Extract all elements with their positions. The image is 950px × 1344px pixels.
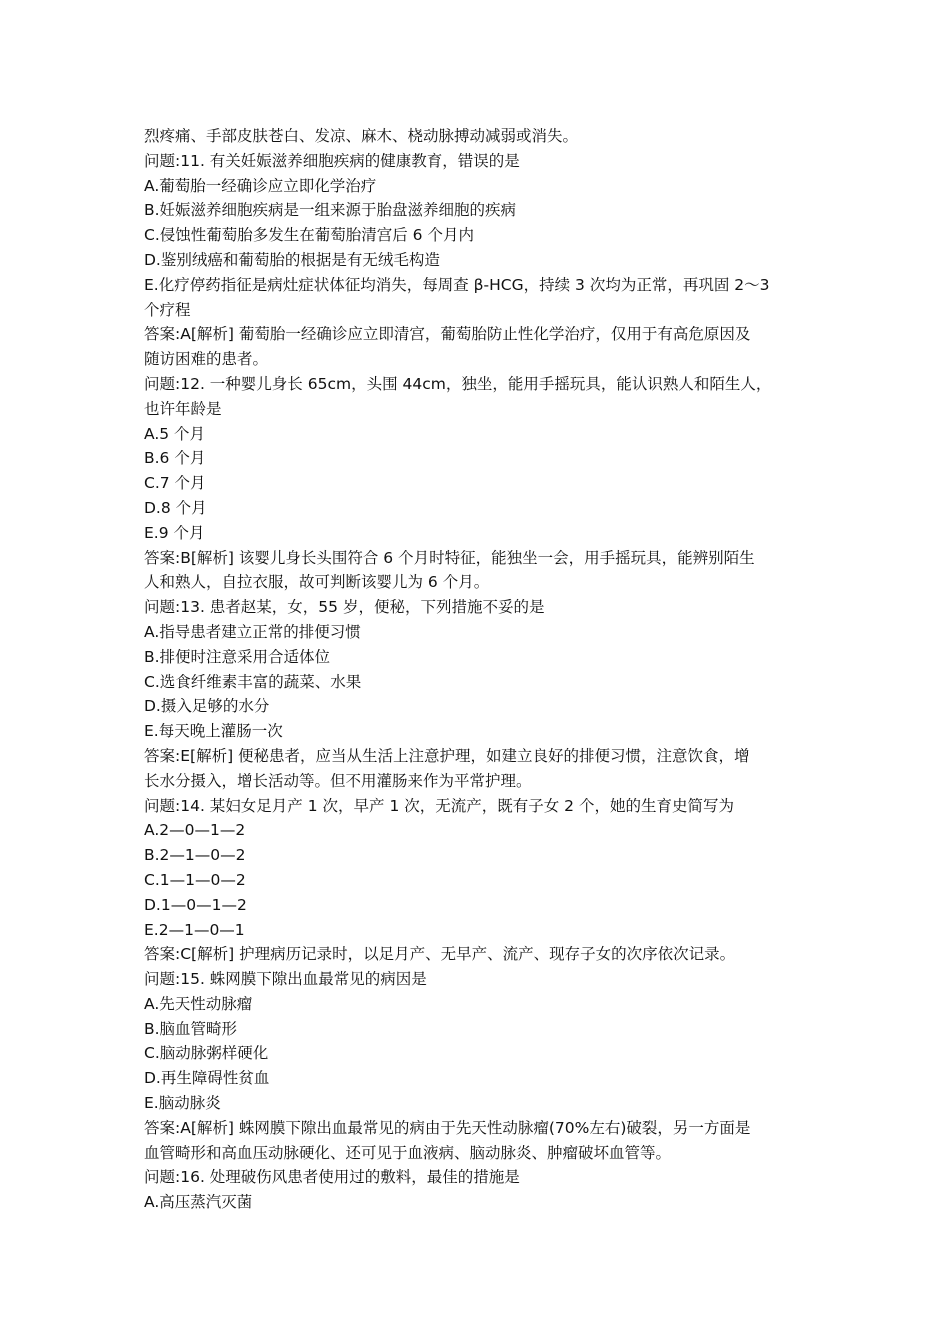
option-line: E.每天晚上灌肠一次 xyxy=(144,722,283,741)
answer-line: 答案:B[解析] 该婴儿身长头围符合 6 个月时特征，能独坐一会，用手摇玩具，能辨别陌生 xyxy=(144,548,755,567)
answer-line-continued: 血管畸形和高血压动脉硬化、还可见于血液病、脑动脉炎、肿瘤破坏血管等。 xyxy=(144,1143,672,1162)
option-line: B.脑血管畸形 xyxy=(144,1019,238,1038)
question-11-heading: 问题:11. 有关妊娠滋养细胞疾病的健康教育，错误的是 xyxy=(144,151,520,170)
option-line-continued: 个疗程 xyxy=(144,300,191,319)
answer-line: 答案:A[解析] 蛛网膜下隙出血最常见的病由于先天性动脉瘤(70%左右)破裂，另一方面是 xyxy=(144,1118,751,1137)
option-line: D.再生障碍性贫血 xyxy=(144,1069,270,1088)
option-line: A.指导患者建立正常的排便习惯 xyxy=(144,622,361,641)
option-line: B.6 个月 xyxy=(144,449,206,468)
answer-line: 答案:C[解析] 护理病历记录时，以足月产、无早产、流产、现存子女的次序依次记录。 xyxy=(144,945,736,964)
question-16-heading: 问题:16. 处理破伤风患者使用过的敷料，最佳的措施是 xyxy=(144,1168,520,1187)
option-line: C.侵蚀性葡萄胎多发生在葡萄胎清宫后 6 个月内 xyxy=(144,226,474,245)
option-line: D.摄入足够的水分 xyxy=(144,697,270,716)
question-15-heading: 问题:15. 蛛网膜下隙出血最常见的病因是 xyxy=(144,970,427,989)
option-line: B.排便时注意采用合适体位 xyxy=(144,647,331,666)
option-line: A.5 个月 xyxy=(144,424,206,443)
answer-line-continued: 长水分摄入，增长活动等。但不用灌肠来作为平常护理。 xyxy=(144,771,532,790)
option-line: D.1—0—1—2 xyxy=(144,895,247,914)
option-line: E.9 个月 xyxy=(144,523,205,542)
answer-line-continued: 人和熟人，自拉衣服，故可判断该婴儿为 6 个月。 xyxy=(144,573,490,592)
answer-line: 答案:E[解析] 便秘患者，应当从生活上注意护理，如建立良好的排便习惯，注意饮食，增 xyxy=(144,746,750,765)
option-line: A.先天性动脉瘤 xyxy=(144,994,253,1013)
question-14-heading: 问题:14. 某妇女足月产 1 次，早产 1 次，无流产，既有子女 2 个，她的生育史简写为 xyxy=(144,796,734,815)
option-line: C.1—1—0—2 xyxy=(144,870,246,889)
option-line: B.妊娠滋养细胞疾病是一组来源于胎盘滋养细胞的疾病 xyxy=(144,201,517,220)
option-line: B.2—1—0—2 xyxy=(144,846,246,865)
option-line: A.葡萄胎一经确诊应立即化学治疗 xyxy=(144,176,377,195)
option-line: C.7 个月 xyxy=(144,474,206,493)
option-line: E.脑动脉炎 xyxy=(144,1094,221,1113)
option-line: E.化疗停药指征是病灶症状体征均消失，每周查 β-HCG，持续 3 次均为正常，再巩固 2～3 xyxy=(144,275,770,294)
option-line: C.选食纤维素丰富的蔬菜、水果 xyxy=(144,672,362,691)
document-body xyxy=(144,124,824,1215)
answer-line: 答案:A[解析] 葡萄胎一经确诊应立即清宫，葡萄胎防止性化学治疗，仅用于有高危原因及 xyxy=(144,325,751,344)
text-line: 烈疼痛、手部皮肤苍白、发凉、麻木、桡动脉搏动减弱或消失。 xyxy=(144,127,579,145)
option-line: A.高压蒸汽灭菌 xyxy=(144,1193,253,1212)
option-line: C.脑动脉粥样硬化 xyxy=(144,1044,269,1063)
answer-line-continued: 随访困难的患者。 xyxy=(144,350,269,369)
option-line: A.2—0—1—2 xyxy=(144,821,246,840)
question-line-continued: 也许年龄是 xyxy=(144,399,222,418)
option-line: D.8 个月 xyxy=(144,498,207,517)
question-12-heading: 问题:12. 一种婴儿身长 65cm，头围 44cm，独坐，能用手摇玩具，能认识熟人和陌生人， xyxy=(144,374,772,393)
option-line: E.2—1—0—1 xyxy=(144,920,245,939)
option-line: D.鉴别绒癌和葡萄胎的根据是有无绒毛构造 xyxy=(144,250,440,269)
question-13-heading: 问题:13. 患者赵某，女，55 岁，便秘，下列措施不妥的是 xyxy=(144,598,545,617)
